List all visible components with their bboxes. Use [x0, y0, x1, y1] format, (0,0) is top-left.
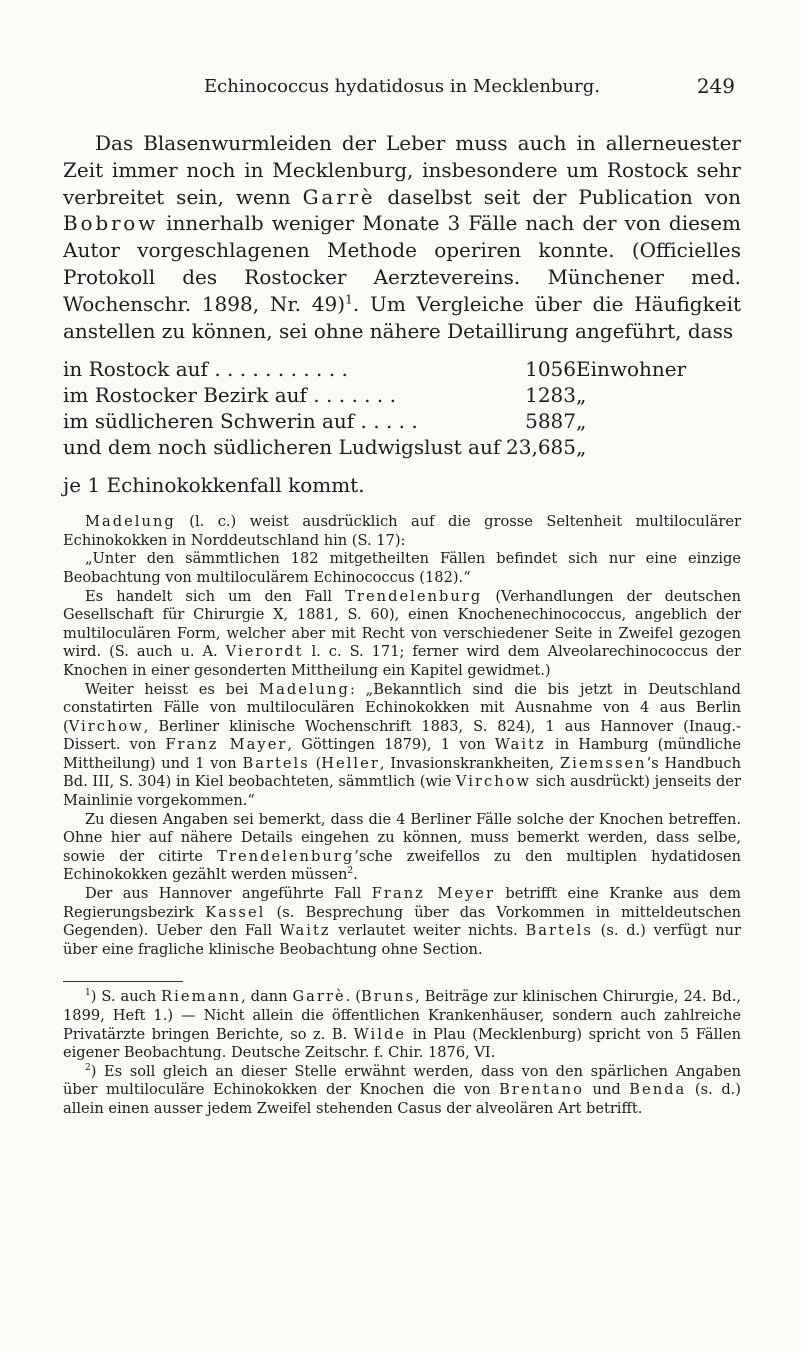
- text-run: ’s Handbuch Bd. III, S. 304) in Kiel beobachteten, sämmtlich (wie: [63, 754, 741, 791]
- author-name: Virchow: [455, 773, 532, 791]
- text-run: sich ausdrückt) jenseits der Mainlinie vorgekommen.“: [63, 773, 742, 810]
- stat-unit-ditto: „: [576, 409, 587, 434]
- text-run: Der aus Hannover angeführte Fall: [85, 885, 372, 903]
- text-run: betrifft eine Kranke aus dem Regierungsbezirk: [63, 885, 741, 921]
- text-run: (Verhandlungen der deutschen Gesellschaft für Chirurgie X, 1881, S. 60), einen Knochenechinococcus, angeblich der multiloculären Form, welcher aber mit Recht von verschiedener Seite in Zweifel gezogen wird. (S. auch u. A.: [63, 587, 741, 661]
- author-name: Trendelenburg: [217, 847, 355, 865]
- text-run: in Plau (Mecklenburg) spricht von 5 Fällen eigener Beobachtung. Deutsche Zeitschr. f. Chir. 1876, VI.: [63, 1025, 741, 1062]
- author-name: Benda: [629, 1081, 687, 1099]
- author-name: Madelung: [259, 680, 350, 698]
- text-run: ) S. auch: [90, 988, 162, 1006]
- stat-value: 1283: [525, 383, 576, 408]
- author-name: Franz Meyer: [371, 885, 495, 903]
- author-name: Virchow: [68, 717, 144, 735]
- footnote-2: [63, 1063, 741, 1119]
- small-print-section: [63, 513, 741, 1118]
- table-row: [63, 408, 686, 434]
- statistics-table: [63, 356, 686, 460]
- text-run: .: [353, 866, 358, 884]
- stat-unit-ditto: „: [576, 383, 587, 408]
- text-run: ’sche zweifellos zu den multiplen hydatidosen Echinokokken gezählt werden müssen: [63, 847, 742, 884]
- author-name: Kassel: [205, 903, 266, 921]
- text-run: , Invasionskrankheiten,: [379, 754, 560, 772]
- author-name: Garrè: [302, 184, 376, 209]
- stat-label: in Rostock auf . . . . . . . . . . .: [63, 357, 348, 382]
- author-name: Heller: [321, 754, 380, 772]
- footnote-mark: 2: [85, 1062, 91, 1073]
- author-name: Bartels: [525, 922, 593, 940]
- author-name: Wilde: [353, 1025, 407, 1043]
- text-run: in Hamburg (mündliche Mittheilung) und 1 von: [63, 736, 742, 772]
- text-run: und: [583, 1081, 630, 1099]
- text-run: Es handelt sich um den Fall: [85, 587, 346, 605]
- paragraph: [63, 885, 741, 959]
- text-run: (s. Besprechung über das Vorkommen in mitteldeutschen Gegenden). Ueber den Fall: [63, 903, 741, 940]
- text-run: (: [309, 754, 322, 772]
- text-run: , Beiträge zur klinischen Chirurgie, 24. Bd., 1899, Heft 1.) — Nicht allein die öffentlichen Krankenhäuser, sondern auch zahlreiche Privatärzte bringen Berichte, so z. B.: [63, 988, 741, 1043]
- text-run: : „Bekanntlich sind die bis jetzt in Deutschland constatirten Fälle von multiloculären Echinokokken mit Ausnahme von 4 aus Berlin (: [63, 680, 741, 735]
- stat-label: im südlicheren Schwerin auf . . . . .: [63, 409, 418, 434]
- text-run: (s. d.) verfügt nur über eine fragliche klinische Beobachtung ohne Section.: [63, 922, 741, 958]
- text-run: verlautet weiter nichts.: [330, 922, 526, 940]
- main-paragraph: [63, 130, 741, 344]
- text-run: (l. c.) weist ausdrücklich auf die grosse Seltenheit multiloculärer Echinokokken in Norddeutschland hin (S. 17):: [63, 513, 741, 549]
- stat-label: und dem noch südlicheren Ludwigslust auf: [63, 435, 501, 460]
- author-name: Brentano: [499, 1081, 584, 1099]
- author-name: Garrè: [292, 988, 346, 1006]
- text-run: , Göttingen 1879), 1 von: [287, 736, 495, 754]
- text-run: Weiter heisst es bei: [85, 680, 260, 698]
- footnote-mark: 1: [85, 988, 91, 999]
- text-run: Das Blasenwurmleiden der Leber muss auch in allerneuester Zeit immer noch in Mecklenburg, insbesondere um Rostock sehr verbreitet sein, wenn: [63, 131, 741, 209]
- table-row: [63, 434, 686, 460]
- author-name: Bobrow: [63, 211, 159, 236]
- text-run: Zu diesen Angaben sei bemerkt, dass die 4 Berliner Fälle solche der Knochen betreffen. Ohne hier auf nähere Details eingehen zu können, muss bemerkt werden, dass selbe, sowie der citirte: [63, 810, 741, 865]
- paragraph: [63, 811, 741, 885]
- stat-unit: Einwohner: [576, 357, 687, 382]
- paragraph: [63, 513, 741, 550]
- paragraph: [63, 681, 741, 811]
- stat-unit-ditto: „: [576, 435, 587, 460]
- author-name: Bruns: [360, 988, 416, 1006]
- table-row: [63, 382, 686, 408]
- author-name: Franz Mayer: [165, 736, 288, 754]
- paragraph: [63, 588, 741, 681]
- text-run: ) Es soll gleich an dieser Stelle erwähnt werden, dass von den spärlichen Angaben über multiloculäre Echinokokken der Knochen die von: [63, 1062, 741, 1099]
- text-run: . (: [345, 988, 361, 1006]
- table-row: [63, 356, 686, 382]
- author-name: Ziemssen: [559, 754, 647, 772]
- stat-value: 23,685: [506, 435, 576, 460]
- footnote-1: [63, 988, 741, 1062]
- running-title: Echinococcus hydatidosus in Mecklenburg.: [204, 76, 600, 97]
- footnote-ref: 1: [345, 291, 353, 307]
- stat-value: 5887: [525, 409, 576, 434]
- quote-paragraph: „Unter den sämmtlichen 182 mitgetheilten Fällen befindet sich nur eine einzige Beobachtung von multiloculärem Echinococcus (182).“: [63, 550, 741, 586]
- author-name: Waitz: [279, 922, 331, 940]
- author-name: Madelung: [85, 513, 176, 531]
- page-body: [63, 130, 741, 1119]
- footnote-divider: [63, 981, 183, 982]
- author-name: Waitz: [494, 736, 546, 754]
- page-header: [63, 70, 741, 100]
- footnote-ref: 2: [347, 866, 354, 877]
- text-run: , Berliner klinische Wochenschrift 1883, S. 824), 1 aus Hannover (Inaug.-Dissert. von: [63, 717, 741, 754]
- page-number: 249: [696, 74, 735, 98]
- text-run: innerhalb weniger Monate 3 Fälle nach der von diesem Autor vorgeschlagenen Methode operiren konnte. (Officielles Protokoll des Rostocker Aerztevereins. Münchener med. Wochenschr. 1898, Nr. 49): [63, 211, 741, 316]
- text-run: , dann: [241, 988, 293, 1006]
- text-run: l. c. S. 171; ferner wird dem Alveolarechinococcus der Knochen in einer gesonderten Mittheilung ein Kapitel gewidmet.): [63, 643, 741, 679]
- author-name: Trendelenburg: [345, 587, 483, 605]
- stats-conclusion: je 1 Echinokokkenfall kommt.: [63, 473, 365, 498]
- text-run: (s. d.) allein einen ausser jedem Zweifel stehenden Casus der alveolären Art betrifft.: [63, 1081, 741, 1117]
- author-name: Vierordt: [225, 643, 304, 661]
- stat-value: 1056: [525, 357, 576, 382]
- text-run: daselbst seit der Publication von: [375, 184, 741, 209]
- author-name: Bartels: [242, 754, 310, 772]
- text-run: . Um Vergleiche über die Häufigkeit anstellen zu können, sei ohne nähere Detaillirung angeführt, dass: [63, 291, 741, 343]
- stat-label: im Rostocker Bezirk auf . . . . . . .: [63, 383, 396, 408]
- author-name: Riemann: [161, 988, 242, 1006]
